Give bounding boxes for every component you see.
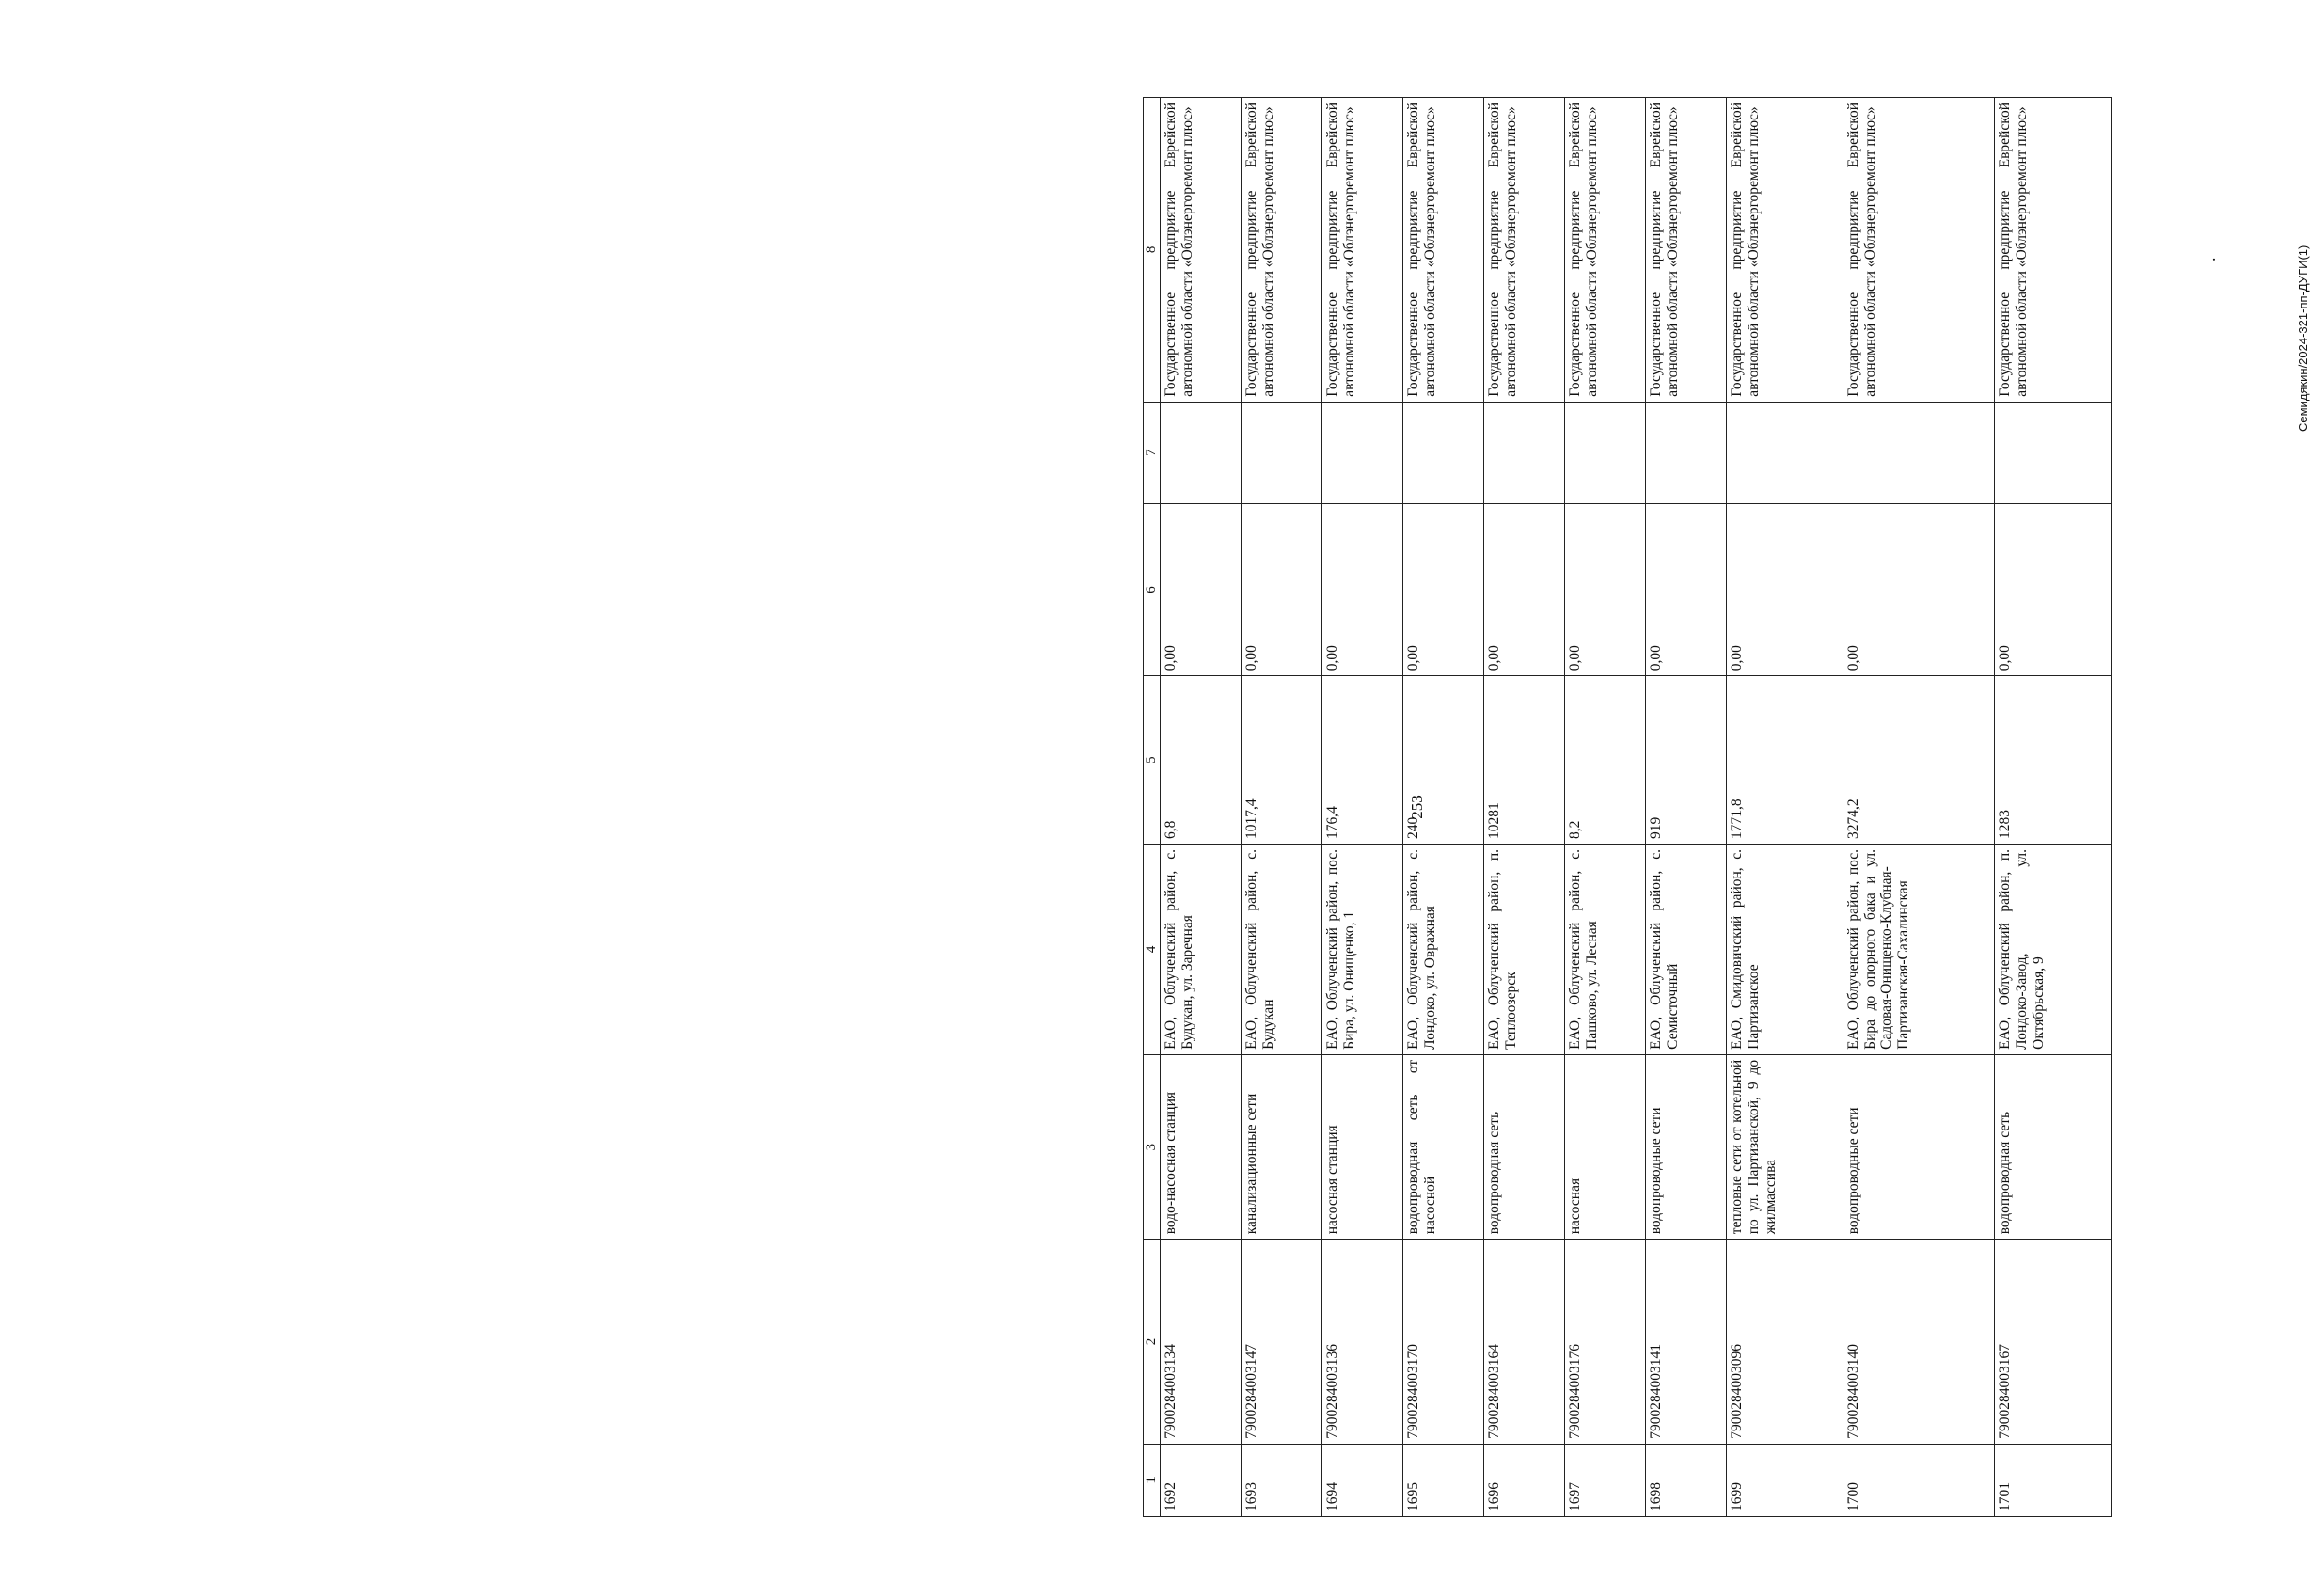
object-length: 10281 — [1484, 676, 1565, 845]
cadastral-number: 7900284003164 — [1484, 1240, 1565, 1444]
cadastral-number: 7900284003176 — [1565, 1240, 1646, 1444]
cadastral-number: 7900284003141 — [1646, 1240, 1727, 1444]
table-row — [1843, 98, 1994, 1517]
rights-holder: Государственное предприятие Еврейской автономной области «Облэнергоремонт плюс» — [1322, 98, 1403, 403]
cadastral-number: 7900284003096 — [1727, 1240, 1843, 1444]
object-name: водо-насосная станция — [1161, 1054, 1242, 1239]
object-value: 0,00 — [1995, 503, 2112, 676]
table-row — [1646, 98, 1727, 1517]
object-value: 0,00 — [1322, 503, 1403, 676]
object-name: водопроводная сеть от насосной — [1403, 1054, 1484, 1239]
rights-holder: Государственное предприятие Еврейской автономной области «Облэнергоремонт плюс» — [1995, 98, 2112, 403]
object-value: 0,00 — [1646, 503, 1727, 676]
object-extra — [1843, 402, 1994, 503]
column-header: 5 — [1144, 676, 1161, 845]
column-header: 3 — [1144, 1054, 1161, 1239]
object-extra — [1322, 402, 1403, 503]
object-length: 6,8 — [1161, 676, 1242, 845]
object-name: канализационные сети — [1242, 1054, 1322, 1239]
object-length: 3274,2 — [1843, 676, 1994, 845]
row-number: 1692 — [1161, 1444, 1242, 1516]
table-row — [1995, 98, 2112, 1517]
cadastral-number: 7900284003134 — [1161, 1240, 1242, 1444]
rights-holder: Государственное предприятие Еврейской автономной области «Облэнергоремонт плюс» — [1484, 98, 1565, 403]
object-address: ЕАО, Облученский район, пос. Бира, ул. Онищенко, 1 — [1322, 844, 1403, 1054]
column-header: 7 — [1144, 402, 1161, 503]
table-row — [1242, 98, 1322, 1517]
row-number: 1697 — [1565, 1444, 1646, 1516]
column-header: 2 — [1144, 1240, 1161, 1444]
object-value: 0,00 — [1161, 503, 1242, 676]
rights-holder: Государственное предприятие Еврейской автономной области «Облэнергоремонт плюс» — [1646, 98, 1727, 403]
object-name: водопроводные сети — [1646, 1054, 1727, 1239]
object-address: ЕАО, Облученский район, с. Будукан, ул. Заречная — [1161, 844, 1242, 1054]
object-name: тепловые сети от котельной по ул. Партизанской, 9 до жилмассива — [1727, 1054, 1843, 1239]
rights-holder: Государственное предприятие Еврейской автономной области «Облэнергоремонт плюс» — [1242, 98, 1322, 403]
object-value: 0,00 — [1242, 503, 1322, 676]
rotated-scan — [1143, 97, 2310, 1517]
object-extra — [1161, 402, 1242, 503]
object-address: ЕАО, Облученский район, пос. Бира до опорного бака и ул. Садовая-Онищенко-Клубная-Партизанская-Сахалинская — [1843, 844, 1994, 1054]
rights-holder: Государственное предприятие Еврейской автономной области «Облэнергоремонт плюс» — [1727, 98, 1843, 403]
column-header: 6 — [1144, 503, 1161, 676]
column-header: 8 — [1144, 98, 1161, 403]
object-address: ЕАО, Облученский район, п. Лондоко-Завод, ул. Октябрьская, 9 — [1995, 844, 2112, 1054]
object-address: ЕАО, Облученский район, с. Будукан — [1242, 844, 1322, 1054]
object-extra — [1995, 402, 2112, 503]
table-row — [1484, 98, 1565, 1517]
scan-speck: . — [2200, 257, 2219, 261]
row-number: 1699 — [1727, 1444, 1843, 1516]
object-name: водопроводные сети — [1843, 1054, 1994, 1239]
object-value: 0,00 — [1727, 503, 1843, 676]
cadastral-number: 7900284003167 — [1995, 1240, 2112, 1444]
row-number: 1694 — [1322, 1444, 1403, 1516]
footer-code: Семидякин/2024-321-пп-ДУГИ(1) — [2296, 245, 2310, 432]
object-address: ЕАО, Облученский район, п. Теплоозерск — [1484, 844, 1565, 1054]
row-number: 1701 — [1995, 1444, 2112, 1516]
object-address: ЕАО, Облученский район, с. Лондоко, ул. Овражная — [1403, 844, 1484, 1054]
row-number: 1695 — [1403, 1444, 1484, 1516]
cadastral-number: 7900284003147 — [1242, 1240, 1322, 1444]
object-value: 0,00 — [1484, 503, 1565, 676]
rights-holder: Государственное предприятие Еврейской автономной области «Облэнергоремонт плюс» — [1843, 98, 1994, 403]
object-length: 1771,8 — [1727, 676, 1843, 845]
object-name: насосная — [1565, 1054, 1646, 1239]
rights-holder: Государственное предприятие Еврейской автономной области «Облэнергоремонт плюс» — [1565, 98, 1646, 403]
cadastral-number: 7900284003170 — [1403, 1240, 1484, 1444]
object-extra — [1565, 402, 1646, 503]
cadastral-number: 7900284003136 — [1322, 1240, 1403, 1444]
rights-holder: Государственное предприятие Еврейской автономной области «Облэнергоремонт плюс» — [1161, 98, 1242, 403]
object-name: насосная станция — [1322, 1054, 1403, 1239]
object-value: 0,00 — [1403, 503, 1484, 676]
row-number: 1696 — [1484, 1444, 1565, 1516]
column-number-row — [1144, 98, 1161, 1517]
object-value: 0,00 — [1843, 503, 1994, 676]
object-extra — [1646, 402, 1727, 503]
object-length: 919 — [1646, 676, 1727, 845]
property-register-table — [1143, 97, 2112, 1517]
row-number: 1700 — [1843, 1444, 1994, 1516]
table-row — [1322, 98, 1403, 1517]
object-extra — [1242, 402, 1322, 503]
object-extra — [1727, 402, 1843, 503]
table-row — [1565, 98, 1646, 1517]
row-number: 1698 — [1646, 1444, 1727, 1516]
table-row — [1727, 98, 1843, 1517]
column-header: 1 — [1144, 1444, 1161, 1516]
object-length: 8,2 — [1565, 676, 1646, 845]
page-number: 253 — [1408, 795, 1426, 819]
table-row — [1161, 98, 1242, 1517]
object-address: ЕАО, Облученский район, с. Семисточный — [1646, 844, 1727, 1054]
column-header: 4 — [1144, 844, 1161, 1054]
object-extra — [1484, 402, 1565, 503]
object-length: 240 — [1403, 676, 1484, 845]
object-length: 1017,4 — [1242, 676, 1322, 845]
object-value: 0,00 — [1565, 503, 1646, 676]
object-address: ЕАО, Смидовичский район, с. Партизанское — [1727, 844, 1843, 1054]
object-name: водопроводная сеть — [1484, 1054, 1565, 1239]
object-name: водопроводная сеть — [1995, 1054, 2112, 1239]
cadastral-number: 7900284003140 — [1843, 1240, 1994, 1444]
object-address: ЕАО, Облученский район, с. Пашково, ул. Лесная — [1565, 844, 1646, 1054]
object-length: 176,4 — [1322, 676, 1403, 845]
rights-holder: Государственное предприятие Еврейской автономной области «Облэнергоремонт плюс» — [1403, 98, 1484, 403]
row-number: 1693 — [1242, 1444, 1322, 1516]
object-length: 1283 — [1995, 676, 2112, 845]
